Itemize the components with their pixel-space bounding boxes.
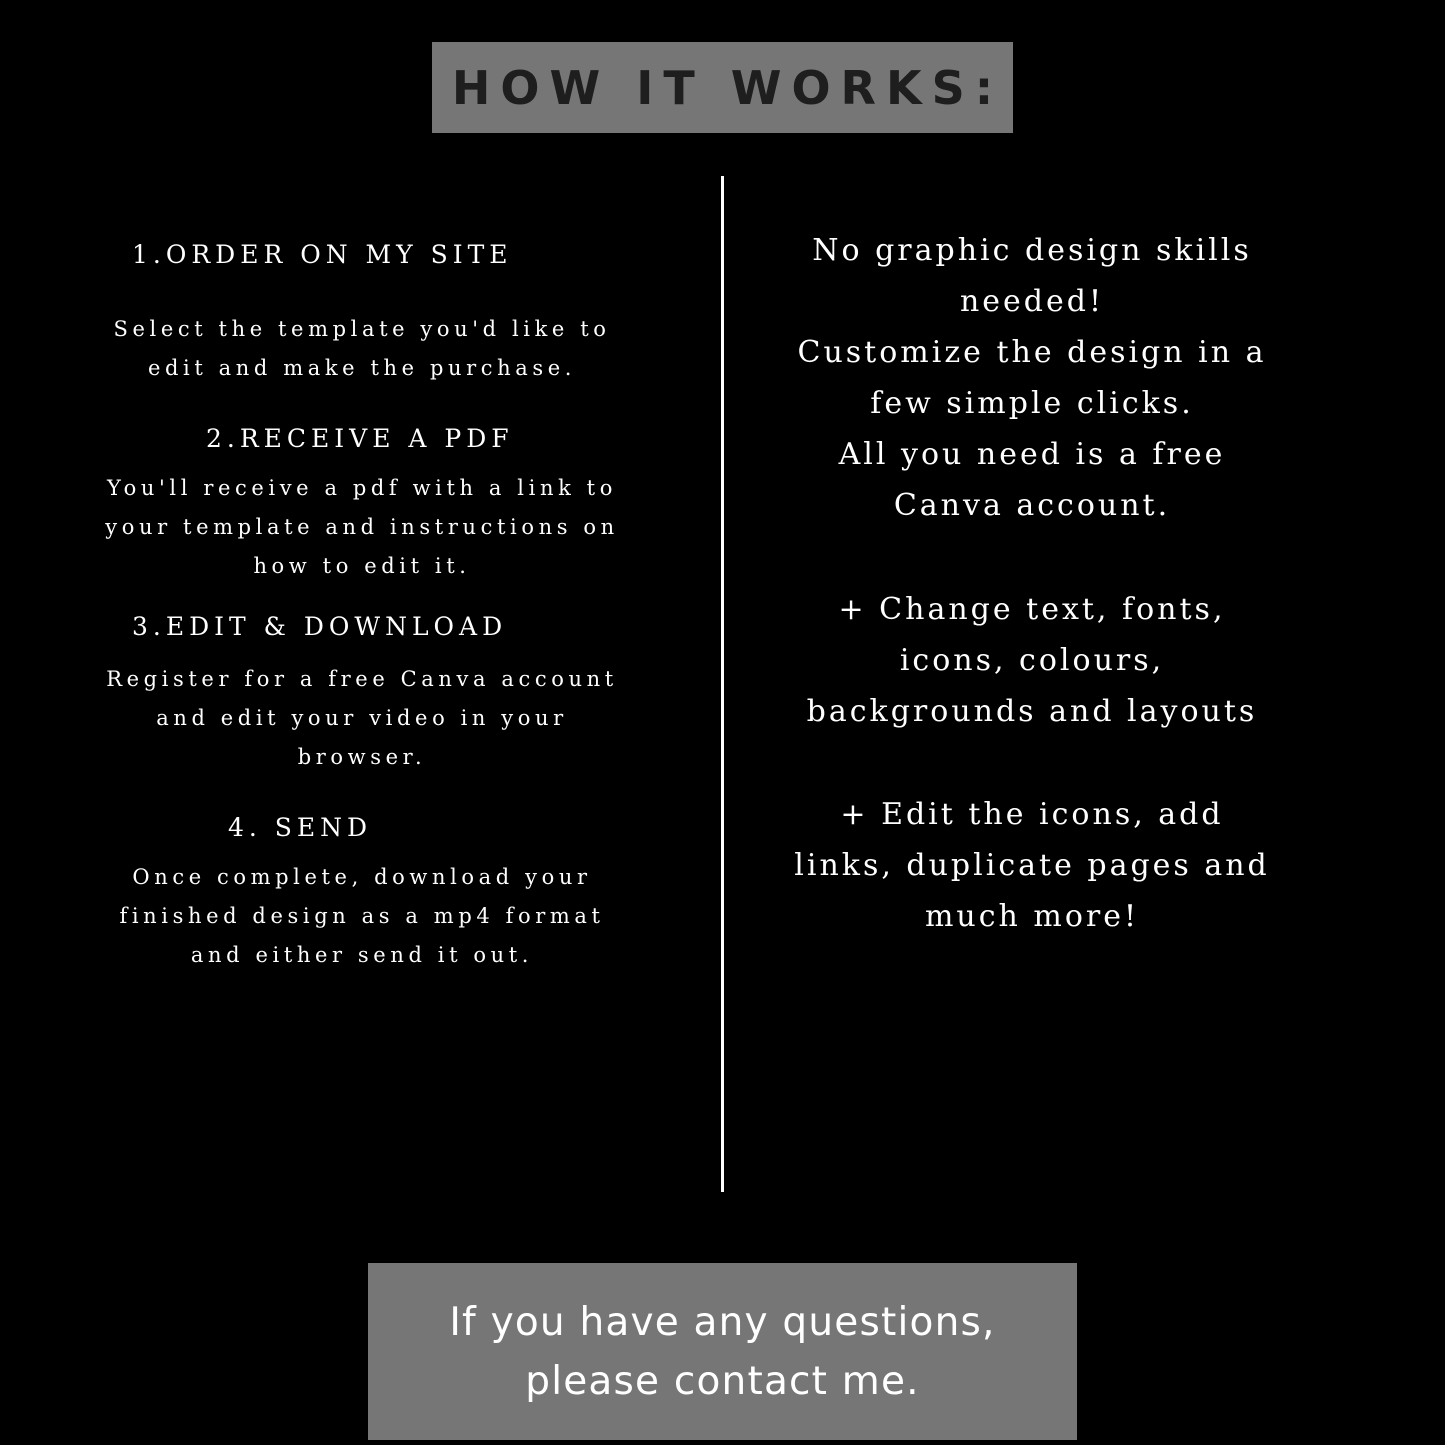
column-divider xyxy=(721,176,724,1192)
features-intro: No graphic design skills needed! Customize the design in a few simple clicks. All you need is a free Canva account. xyxy=(797,233,1267,523)
contact-text: If you have any questions, please contact me. xyxy=(449,1299,996,1404)
step-3-body: Register for a free Canva account and edit your video in your browser. xyxy=(106,667,618,769)
step-4-body: Once complete, download your finished design as a mp4 format and either send it out. xyxy=(119,865,605,967)
step-1-body: Select the template you'd like to edit and make the purchase. xyxy=(113,317,611,380)
step-2-body: You'll receive a pdf with a link to your template and instructions on how to edit it. xyxy=(105,476,619,578)
page-title: HOW IT WORKS: xyxy=(451,60,1004,115)
step-4-heading: 4. SEND xyxy=(228,813,373,842)
step-1-heading: 1.ORDER ON MY SITE xyxy=(132,240,513,269)
step-3-heading: 3.EDIT & DOWNLOAD xyxy=(132,612,508,641)
contact-banner xyxy=(368,1263,1077,1440)
step-2-heading: 2.RECEIVE A PDF xyxy=(206,424,514,453)
header-banner xyxy=(432,42,1013,133)
feature-point-2: + Edit the icons, add links, duplicate pages and much more! xyxy=(794,797,1270,934)
feature-point-1: + Change text, fonts, icons, colours, backgrounds and layouts xyxy=(806,592,1258,729)
